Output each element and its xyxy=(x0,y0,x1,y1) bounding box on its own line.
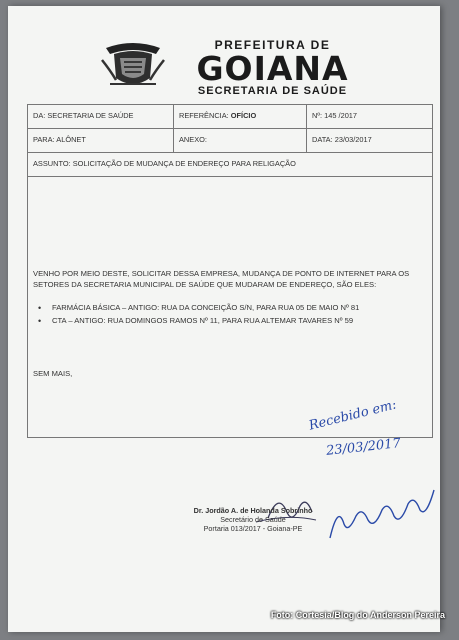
closing: SEM MAIS, xyxy=(33,369,73,378)
receipt-stamp xyxy=(307,397,448,556)
signatory-portaria: Portaria 013/2017 - Goiana-PE xyxy=(203,524,303,533)
memo-reference xyxy=(174,105,307,128)
signatory-role: Secretário de Saúde xyxy=(220,515,286,524)
memo-subject: ASSUNTO: SOLICITAÇÃO DE MUDANÇA DE ENDEREÇO PARA RELIGAÇÃO xyxy=(33,159,296,168)
receipt-line-1: Recebido em: xyxy=(307,397,399,434)
signatory-name: Dr. Jordão A. de Holanda Sobrinho xyxy=(193,506,313,515)
memo-row-1 xyxy=(28,105,432,129)
memo-date: DATA: 23/03/2017 xyxy=(312,135,372,144)
body-intro: VENHO POR MEIO DESTE, SOLICITAR DESSA EMPRESA, MUDANÇA DE PONTO DE INTERNET PARA OS SETORES DA SECRETARIA MUNICIPAL DE SAÚDE QUE MUDARAM DE ENDEREÇO, SÃO ELES: xyxy=(33,269,410,289)
receipt-line-2: 23/03/2017 xyxy=(325,436,402,459)
document-sheet xyxy=(8,6,440,632)
list-item: • FARMÁCIA BÁSICA – ANTIGO: RUA DA CONCEIÇÃO S/N, PARA RUA 05 DE MAIO Nº 81 xyxy=(33,302,359,315)
letterhead xyxy=(100,32,380,104)
memo-attachment: ANEXO: xyxy=(174,129,307,152)
letterhead-city: GOIANA xyxy=(196,49,349,88)
memo-number: Nº: 145 /2017 xyxy=(312,111,358,120)
photo-credit: Foto: Cortesia/Blog do Anderson Pereira xyxy=(270,610,445,620)
letterhead-prefeitura: PREFEITURA DE xyxy=(214,38,331,52)
letterhead-department: SECRETARIA DE SAÚDE xyxy=(197,85,348,97)
memo-reference-label: REFERÊNCIA: xyxy=(179,111,229,120)
memo-from: DA: SECRETARIA DE SAÚDE xyxy=(28,105,174,128)
memo-to: PARA: ALÔNET xyxy=(28,129,174,152)
address-list xyxy=(33,302,359,327)
signature-block xyxy=(178,506,328,533)
memo-reference-value: OFÍCIO xyxy=(230,111,257,120)
handwritten-signature-icon xyxy=(308,406,448,556)
city-crest-icon xyxy=(100,40,166,90)
memo-row-3 xyxy=(28,153,432,177)
memo-row-2 xyxy=(28,129,432,153)
list-item: • CTA – ANTIGO: RUA DOMINGOS RAMOS Nº 11, PARA RUA ALTEMAR TAVARES Nº 59 xyxy=(33,315,359,328)
